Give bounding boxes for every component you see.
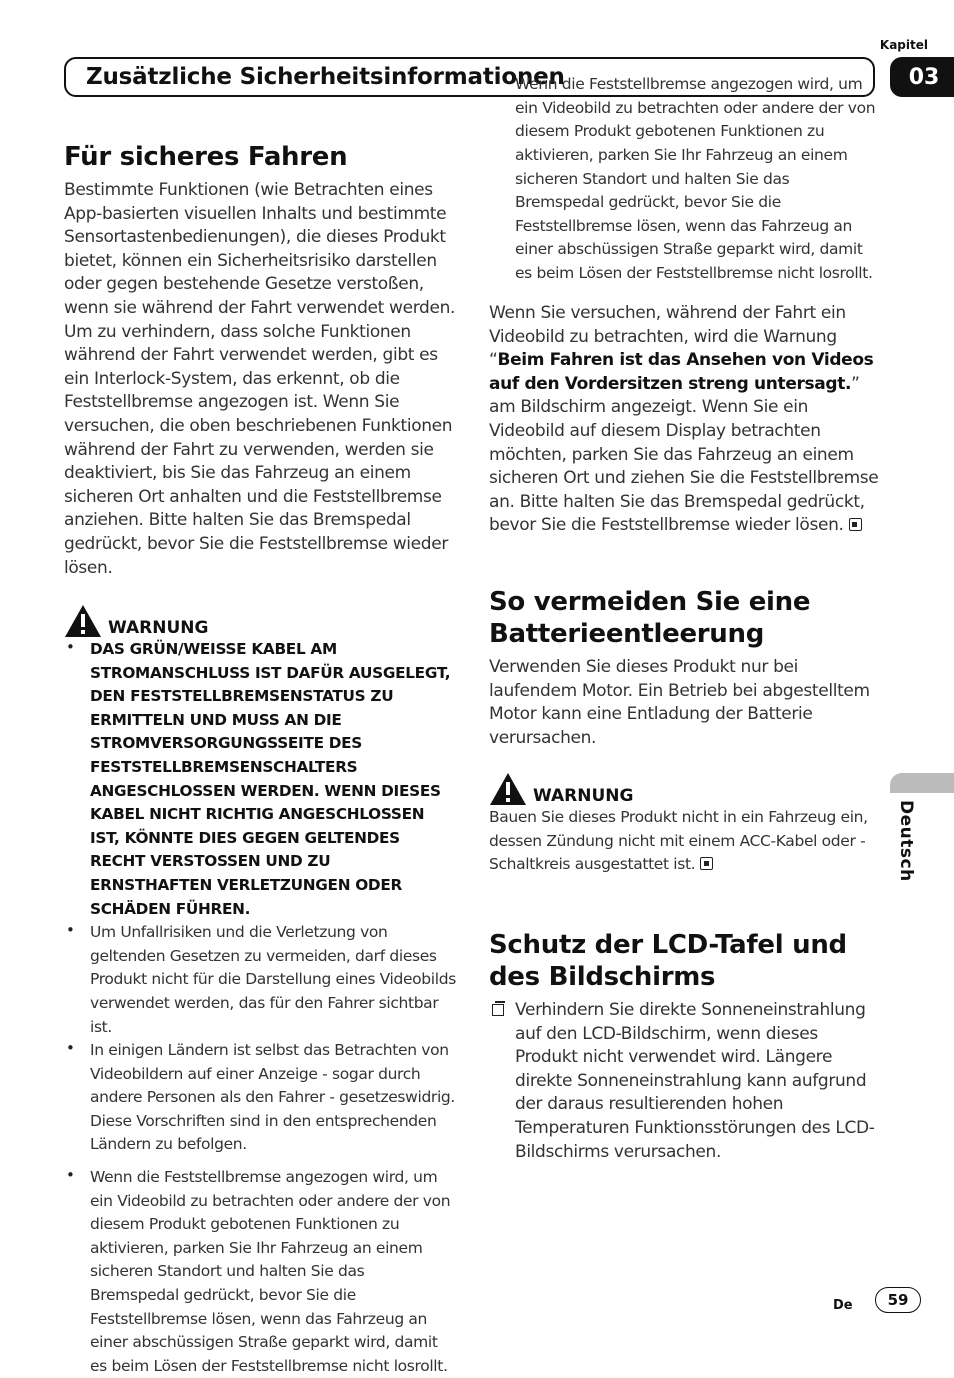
- language-tab: [890, 773, 954, 793]
- battery-paragraph: Verwenden Sie dieses Produkt nur bei laufendem Motor. Ein Betrieb bei abgestelltem Motor kann eine Entladung der Batterie verursachen.: [489, 657, 870, 748]
- video-warning-paragraph: [489, 302, 881, 538]
- section-lcd: [489, 929, 881, 1164]
- warning-label: WARNUNG: [533, 786, 634, 806]
- warning-item-text: In einigen Ländern ist selbst das Betrachten von Videobildern auf einer Anzeige - sogar durch andere Personen als den Fahrer - gesetzeswidrig. Diese Vorschriften sind in den entsprechenden Ländern zu befolgen.: [90, 1041, 455, 1154]
- section-battery: [489, 586, 881, 750]
- video-text-pre: Wenn Sie versuchen, während der Fahrt ein Videobild zu betrachten, wird die Warnung “: [489, 303, 846, 371]
- safe-driving-paragraph: Bestimmte Funktionen (wie Betrachten eines App-basierten visuellen Inhalts und bestimmte Sensortastenbedienungen), die dieses Produkt bietet, können ein Sicherheitsrisiko darstellen oder gegen bestehende Gesetze verstoßen, wenn sie während der Fahrt verwendet werden. Um zu verhindern, dass solche Funktionen während der Fahrt verwendet werden, gibt es ein Interlock-System, das erkennt, ob die Feststellbremse angezogen ist. Wenn Sie versuchen, die oben beschriebenen Funktionen während der Fahrt zu verwenden, werden sie deaktiviert, bis Sie das Fahrzeug an einem sicheren Ort anhalten und die Feststellbremse anziehen. Bitte halten Sie das Bremspedal gedrückt, bevor Sie die Feststellbremse wieder lösen.: [64, 180, 456, 578]
- warning-item-continued-left: [64, 1166, 456, 1375]
- chapter-number-badge: 03: [890, 57, 954, 97]
- warning-item-text: DAS GRÜN/WEISSE KABEL AM STROMANSCHLUSS IST DAFÜR AUSGELEGT, DEN FESTSTELLBREMSENSTATUS ZU ERMITTELN UND MUSS AN DIE STROMVERSORGUNGSSEITE DES FESTSTELLBREMSENSCHALTERS ANGESCHLOSSEN WERDEN. WENN DIESES KABEL NICHT RICHTIG ANGESCHLOSSEN IST, KÖNNTE DIES GEGEN GELTENDES RECHT VERSTOSSEN UND ZU ERNSTHAFTEN VERLETZUNGEN ODER SCHÄDEN FÜHREN.: [90, 640, 451, 918]
- warning-item-text: Wenn die Feststellbremse angezogen wird, um ein Videobild zu betrachten oder andere der von diesem Produkt gebotenen Funktionen zu aktivieren, parken Sie Ihr Fahrzeug an einem sicheren Standort und halten Sie das Bremspedal gedrückt, bevor Sie die Feststellbremse lösen, wenn das Fahrzeug an einer abschüssigen Straße geparkt wird, damit es beim Lösen der Feststellbremse nicht losrollt.: [515, 75, 876, 282]
- warning-block-left: [64, 604, 456, 1157]
- list-item: [64, 1039, 456, 1157]
- warning-label: WARNUNG: [108, 618, 209, 638]
- section-heading-lcd: Schutz der LCD-Tafel und des Bildschirms: [489, 930, 847, 992]
- list-item: [64, 638, 456, 921]
- warning-triangle-icon: [489, 772, 527, 806]
- section-safe-driving: [64, 141, 456, 580]
- bullet: •: [66, 1166, 75, 1184]
- warning-item-continued-right: [489, 75, 881, 288]
- list-item: [64, 1166, 456, 1378]
- lcd-list-item: [489, 999, 881, 1164]
- bullet: •: [66, 1039, 75, 1058]
- language-label: Deutsch: [896, 800, 916, 882]
- video-text-bold: Beim Fahren ist das Ansehen von Videos auf den Vordersitzen streng untersagt.: [489, 350, 874, 394]
- lcd-item-text: Verhindern Sie direkte Sonneneinstrahlung auf den LCD-Bildschirm, wenn dieses Produkt nicht verwendet wird. Längere direkte Sonneneinstrahlung kann aufgrund der daraus resultierenden hohen Temperaturen Funktionsstörungen des LCD-Bildschirms verursachen.: [515, 1000, 875, 1162]
- end-of-section-icon: [700, 857, 713, 870]
- chapter-label: Kapitel: [879, 38, 928, 52]
- warning-header: [64, 604, 456, 638]
- battery-warning-text: Bauen Sie dieses Produkt nicht in ein Fahrzeug ein, dessen Zündung nicht mit einem ACC-Kabel oder -Schaltkreis ausgestattet ist.: [489, 808, 868, 874]
- end-of-section-icon: [849, 518, 862, 531]
- section-heading-battery: So vermeiden Sie eine Batterieentleerung: [489, 587, 811, 649]
- warning-item-text: Um Unfallrisiken und die Verletzung von geltenden Gesetzen zu vermeiden, darf dieses Produkt nicht für die Darstellung eines Videobilds verwendet werden, das für den Fahrer sichtbar ist.: [90, 923, 456, 1036]
- section-heading-safe-driving: Für sicheres Fahren: [64, 142, 348, 172]
- checkbox-icon: [492, 1004, 504, 1016]
- bullet: •: [66, 638, 75, 656]
- page-number: 59: [875, 1287, 921, 1313]
- warning-list: [64, 638, 456, 1157]
- chapter-title: Zusätzliche Sicherheitsinformationen: [86, 64, 565, 90]
- warning-block-right: [489, 772, 881, 877]
- list-item: [64, 921, 456, 1039]
- warning-header: [489, 772, 881, 806]
- warning-triangle-icon: [64, 604, 102, 638]
- warning-item-text: Wenn die Feststellbremse angezogen wird, um ein Videobild zu betrachten oder andere der von diesem Produkt gebotenen Funktionen zu aktivieren, parken Sie Ihr Fahrzeug an einem sicheren Standort und halten Sie das Bremspedal gedrückt, bevor Sie die Feststellbremse lösen, wenn das Fahrzeug an einer abschüssigen Straße geparkt wird, damit es beim Lösen der Feststellbremse nicht losrollt.: [90, 1168, 451, 1375]
- video-text-post: ” am Bildschirm angezeigt. Wenn Sie ein Videobild auf diesem Display betrachten möchten, parken Sie das Fahrzeug an einem sicheren Ort und ziehen Sie die Feststellbremse an. Bitte halten Sie das Bremspedal gedrückt, bevor Sie die Feststellbremse wieder lösen.: [489, 373, 879, 536]
- footer-language-code: De: [833, 1298, 853, 1313]
- bullet: •: [66, 921, 75, 940]
